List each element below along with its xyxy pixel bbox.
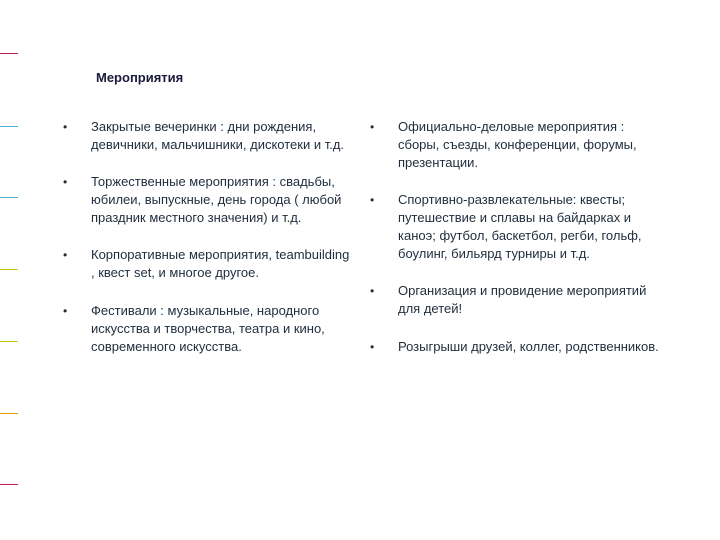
list-item-text: Спортивно-развлекательные: квесты; путешествие и сплавы на байдарках и каноэ; футбол, баскетбол, регби, гольф, боулинг, бильярд турниры и т.д. [398,192,642,261]
page-title: Мероприятия [96,70,184,85]
list-item-text: Фестивали : музыкальные, народного искусства и творчества, театра и кино, современного искусства. [91,303,325,354]
list-item [63,302,353,356]
bullet: • [63,120,68,134]
edge-tick [0,269,18,270]
list-item [63,118,353,154]
list-item-text: Организация и провидение мероприятий для детей! [398,283,647,316]
edge-tick [0,341,18,342]
bullet: • [370,193,375,207]
bullet: • [63,175,68,189]
edge-tick [0,126,18,127]
list-item [63,173,353,227]
list-item [370,118,660,172]
bullet: • [63,248,68,262]
list-item [370,282,660,318]
right-column [370,118,660,356]
bullet: • [370,284,375,298]
list-item-text: Торжественные мероприятия : свадьбы, юбилеи, выпускные, день города ( любой праздник местного значения) и т.д. [91,174,342,225]
list-item-text: Закрытые вечеринки : дни рождения, девичники, мальчишники, дискотеки и т.д. [91,119,345,152]
left-column [63,118,353,356]
list-item [370,191,660,263]
list-item-text: Официально-деловые мероприятия : сборы, съезды, конференции, форумы, презентации. [398,119,637,170]
bullet: • [370,340,375,354]
edge-tick [0,53,18,54]
edge-tick [0,484,18,485]
list-item-text: Корпоративные мероприятия, teambuilding , квест set, и многое другое. [91,247,350,280]
bullet: • [63,304,68,318]
list-item [63,246,353,282]
list-item-text: Розыгрыши друзей, коллег, родственников. [398,339,659,354]
edge-tick [0,197,18,198]
edge-tick [0,413,18,414]
bullet: • [370,120,375,134]
list-item [370,338,660,356]
